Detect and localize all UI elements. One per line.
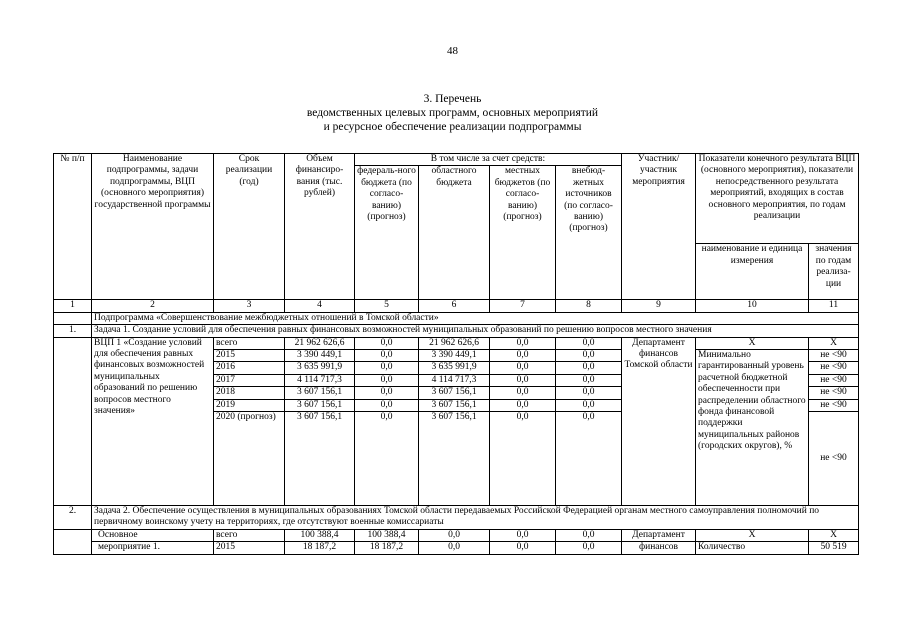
extrabudget-cell: 0,0: [556, 399, 622, 411]
program-table: [53, 153, 859, 555]
vcp-1-indicator: Минимально гарантированный уровень расчетной бюджетной обеспеченности при распределении областного фонда финансовой поддержки муниципальных районов (городских округов), %: [696, 350, 809, 506]
federal-cell: 0,0: [355, 350, 419, 362]
column-number: 6: [419, 300, 490, 312]
total-cell: 3 390 449,1: [285, 350, 355, 362]
total-cell: 18 187,2: [285, 542, 355, 554]
document-title: [0, 92, 905, 134]
header-federal: федераль-ного бюджета (по согласо-ванию) (прогноз): [355, 166, 419, 300]
total-cell: 4 114 717,3: [285, 374, 355, 386]
regional-cell: 3 607 156,1: [419, 399, 490, 411]
local-cell: 0,0: [490, 362, 556, 374]
page-number: 48: [447, 45, 458, 57]
year-cell: всего: [214, 529, 285, 541]
column-number: 9: [622, 300, 696, 312]
regional-cell: 0,0: [419, 529, 490, 541]
indicator-value-cell: не <90: [809, 362, 859, 374]
year-cell: 2018: [214, 387, 285, 399]
om-1-participant-line-1: Департамент: [622, 529, 696, 541]
total-cell: 3 607 156,1: [285, 412, 355, 506]
extrabudget-cell: 0,0: [556, 350, 622, 362]
extrabudget-cell: 0,0: [556, 387, 622, 399]
column-number: 11: [809, 300, 859, 312]
vcp-1-name: ВЦП 1 «Создание условий для обеспечения равных финансовых возможностей муниципальных образований по решению вопросов местного значения»: [92, 337, 214, 505]
year-cell: 2015: [214, 542, 285, 554]
column-number: 3: [214, 300, 285, 312]
total-cell: 21 962 626,6: [285, 337, 355, 349]
indicator-value-cell: не <90: [809, 374, 859, 386]
federal-cell: 0,0: [355, 374, 419, 386]
column-number: 8: [556, 300, 622, 312]
header-indicators-group: Показатели конечного результата ВЦП (основного мероприятия), показатели непосредственного результата мероприятий, входящих в состав основного мероприятия, по годам реализации: [696, 154, 859, 244]
header-indicator-name: наименование и единица измерения: [696, 244, 809, 300]
year-cell: 2016: [214, 362, 285, 374]
federal-cell: 0,0: [355, 399, 419, 411]
column-number: 2: [92, 300, 214, 312]
year-cell: 2020 (прогноз): [214, 412, 285, 506]
regional-cell: 3 607 156,1: [419, 387, 490, 399]
header-local: местных бюджетов (по согласо-ванию) (прогноз): [490, 166, 556, 300]
indicator-value-cell: не <90: [809, 412, 859, 506]
local-cell: 0,0: [490, 542, 556, 554]
indicator-name-cell: Количество: [696, 542, 809, 554]
regional-cell: 0,0: [419, 542, 490, 554]
indicator-value-cell: не <90: [809, 387, 859, 399]
year-cell: 2017: [214, 374, 285, 386]
extrabudget-cell: 0,0: [556, 337, 622, 349]
year-cell: всего: [214, 337, 285, 349]
total-cell: 3 607 156,1: [285, 387, 355, 399]
indicator-value-cell: не <90: [809, 350, 859, 362]
title-line-2: ведомственных целевых программ, основных мероприятий: [306, 107, 599, 119]
indicator-value-cell: 50 519: [809, 542, 859, 554]
header-number: № п/п: [54, 154, 92, 300]
header-volume: Объем финансиро-вания (тыс. рублей): [285, 154, 355, 300]
task-number: 2.: [54, 506, 92, 530]
indicator-name-cell: X: [696, 337, 809, 349]
federal-cell: 0,0: [355, 387, 419, 399]
federal-cell: 100 388,4: [355, 529, 419, 541]
regional-cell: 4 114 717,3: [419, 374, 490, 386]
federal-cell: 18 187,2: [355, 542, 419, 554]
om-1-participant-line-2: финансов: [622, 542, 696, 554]
vcp-1-participant: Департамент финансов Томской области: [622, 337, 696, 505]
regional-cell: 21 962 626,6: [419, 337, 490, 349]
local-cell: 0,0: [490, 374, 556, 386]
indicator-name-cell: X: [696, 529, 809, 541]
indicator-value-cell: X: [809, 529, 859, 541]
column-number: 10: [696, 300, 809, 312]
subprogram-title: Подпрограмма «Совершенствование межбюджетных отношений в Томской области»: [92, 312, 859, 324]
column-number: 1: [54, 300, 92, 312]
title-line-1: 3. Перечень: [423, 93, 482, 105]
extrabudget-cell: 0,0: [556, 374, 622, 386]
task-1-title: Задача 1. Создание условий для обеспечения равных финансовых возможностей муниципальных образований по решению вопросов местного значения: [92, 325, 859, 337]
om-1-name-line-2: мероприятие 1.: [92, 542, 214, 554]
year-cell: 2019: [214, 399, 285, 411]
header-indicator-values: значения по годам реализа-ции: [809, 244, 859, 300]
regional-cell: 3 635 991,9: [419, 362, 490, 374]
task-number: 1.: [54, 325, 92, 337]
total-cell: 3 607 156,1: [285, 399, 355, 411]
indicator-value-cell: X: [809, 337, 859, 349]
header-regional: областного бюджета: [419, 166, 490, 300]
extrabudget-cell: 0,0: [556, 542, 622, 554]
year-cell: 2015: [214, 350, 285, 362]
column-number: 7: [490, 300, 556, 312]
local-cell: 0,0: [490, 337, 556, 349]
total-cell: 100 388,4: [285, 529, 355, 541]
extrabudget-cell: 0,0: [556, 412, 622, 506]
federal-cell: 0,0: [355, 362, 419, 374]
federal-cell: 0,0: [355, 412, 419, 506]
extrabudget-cell: 0,0: [556, 529, 622, 541]
indicator-value-cell: не <90: [809, 399, 859, 411]
column-number: 4: [285, 300, 355, 312]
local-cell: 0,0: [490, 529, 556, 541]
header-sources-group: В том числе за счет средств:: [355, 154, 622, 166]
local-cell: 0,0: [490, 387, 556, 399]
local-cell: 0,0: [490, 350, 556, 362]
regional-cell: 3 607 156,1: [419, 412, 490, 506]
task-2-title: Задача 2. Обеспечение осуществления в муниципальных образованиях Томской области передаваемых Российской Федерацией органам местного самоуправления полномочий по первичному воинскому учету на территориях, где отсутствуют военные комиссариаты: [92, 506, 859, 530]
title-line-3: и ресурсное обеспечение реализации подпрограммы: [323, 121, 582, 133]
federal-cell: 0,0: [355, 337, 419, 349]
header-participant: Участник/ участник мероприятия: [622, 154, 696, 300]
total-cell: 3 635 991,9: [285, 362, 355, 374]
regional-cell: 3 390 449,1: [419, 350, 490, 362]
header-extrabudget: внебюд-жетных источников (по согласо-ванию) (прогноз): [556, 166, 622, 300]
column-number: 5: [355, 300, 419, 312]
local-cell: 0,0: [490, 399, 556, 411]
local-cell: 0,0: [490, 412, 556, 506]
header-period: Срок реализации (год): [214, 154, 285, 300]
om-1-name-line-1: Основное: [92, 529, 214, 541]
extrabudget-cell: 0,0: [556, 362, 622, 374]
header-name: Наименование подпрограммы, задачи подпрограммы, ВЦП (основного мероприятия) государственной программы: [92, 154, 214, 300]
